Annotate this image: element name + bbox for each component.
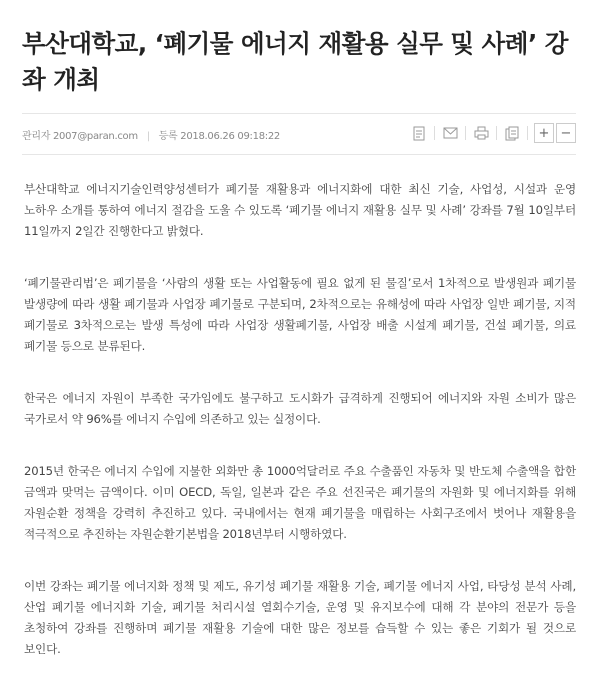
- paragraph: 부산대학교 에너지기술인력양성센터가 폐기물 재활용과 에너지화에 대한 최신 기술, 사업성, 시설과 운영 노하우 소개를 통하여 에너지 절감을 도울 수 있도록 ‘폐기물 에너지 재활용 실무 및 사례’ 강좌를 7월 10일부터 11일까지 2일간 진행한다고 밝혔다.: [24, 182, 576, 238]
- date-label: 등록: [158, 131, 178, 142]
- tool-divider: [496, 126, 497, 140]
- author: 관리자 2007@paran.com: [22, 131, 138, 142]
- meta-bar: [22, 113, 576, 155]
- paragraph: 2015년 한국은 에너지 수입에 지불한 외화만 총 1000억달러로 주요 수출품인 자동차 및 반도체 수출액을 합한 금액과 맞먹는 금액이다. 이미 OECD, 독일, 일본과 같은 주요 선진국은 폐기물의 자원화 및 에너지화를 위해 자원순환 정책을 강력히 추진하고 있다. 국내에서는 현재 폐기물을 매립하는 사회구조에서 벗어나 재활용을 적극적으로 추진하는 자원순환기본법을 2018년부터 시행하였다.: [24, 464, 576, 541]
- meta-separator: |: [146, 131, 150, 142]
- document-icon[interactable]: [408, 122, 430, 144]
- article-title: [22, 0, 576, 98]
- paragraph: 이번 강좌는 폐기물 에너지화 정책 및 제도, 유기성 폐기물 재활용 기술, 폐기물 에너지 사업, 타당성 분석 사례, 산업 폐기물 에너지화 기술, 폐기물 처리시설 열회수기술, 운영 및 유지보수에 대해 각 분야의 전문가 등을 초청하여 강좌를 진행하며 폐기물 재활용 기술에 대한 많은 정보를 습득할 수 있는 좋은 기회가 될 것으로 보인다.: [24, 579, 576, 656]
- zoom-out-button[interactable]: −: [556, 123, 576, 143]
- paragraph: ‘폐기물관리법’은 폐기물을 ‘사람의 생활 또는 사업활동에 필요 없게 된 물질’로서 1차적으로 발생원과 폐기물 발생량에 따라 생활 폐기물과 사업장 폐기물로 구분되며, 2차적으로는 유해성에 따라 사업장 일반 폐기물, 지적 폐기물로 3차적으로는 발생 특성에 따라 사업장 생활폐기물, 사업장 배출 시설계 폐기물, 건설 폐기물, 의료 폐기물 등으로 분류된다.: [24, 276, 576, 353]
- title-line-2: 좌 개최: [22, 65, 100, 94]
- tool-divider: [527, 126, 528, 140]
- scrap-icon[interactable]: [501, 122, 523, 144]
- tool-divider: [434, 126, 435, 140]
- title-line-1: 부산대학교, ‘폐기물 에너지 재활용 실무 및 사례’ 강: [22, 29, 568, 58]
- article-tools: [408, 122, 576, 144]
- byline: [22, 127, 280, 142]
- article-body: [22, 155, 576, 660]
- paragraph: 한국은 에너지 자원이 부족한 국가임에도 불구하고 도시화가 급격하게 진행되어 에너지와 자원 소비가 많은 국가로서 약 96%를 에너지 수입에 의존하고 있는 실정이다.: [24, 391, 576, 426]
- print-icon[interactable]: [470, 122, 492, 144]
- zoom-in-button[interactable]: +: [534, 123, 554, 143]
- email-icon[interactable]: [439, 122, 461, 144]
- tool-divider: [465, 126, 466, 140]
- publish-date: 2018.06.26 09:18:22: [180, 131, 280, 142]
